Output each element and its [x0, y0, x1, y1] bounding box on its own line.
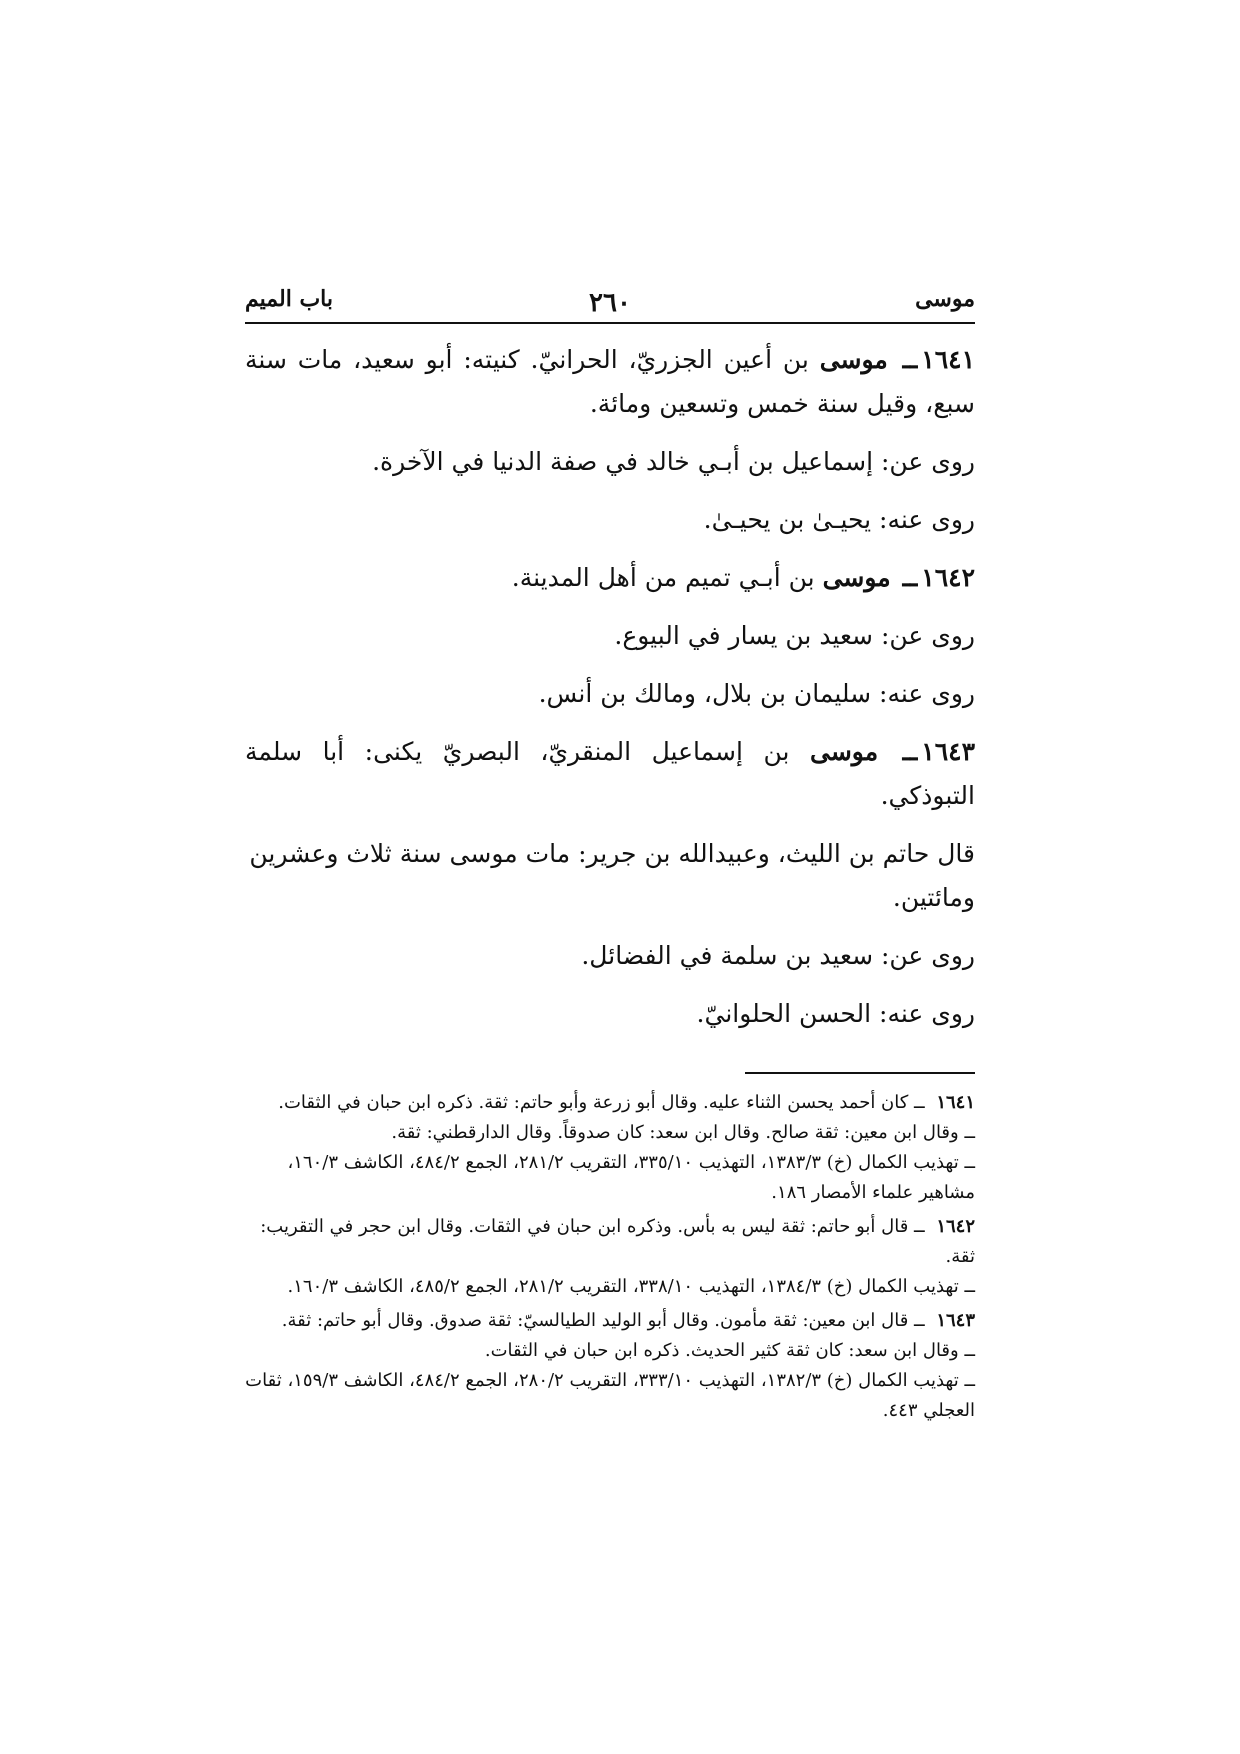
book-page — [245, 280, 975, 1430]
death-note: قال حاتم بن الليث، وعبيدالله بن جرير: مات موسى سنة ثلاث وعشرين ومائتين. — [249, 839, 975, 912]
narrated-by: روى عنه: سليمان بن بلال، ومالك بن أنس. — [538, 679, 975, 708]
running-header — [245, 280, 975, 324]
entry-text: بن أعين الجزريّ، الحرانيّ. كنيته: أبو سعيد، مات سنة سبع، وقيل سنة خمس وتسعين ومائة. — [245, 345, 975, 418]
footnote-line: ــ تهذيب الكمال (خ) ١٣٨٣/٣، التهذيب ٣٣٥/١٠، التقريب ٢٨١/٢، الجمع ٤٨٤/٢، الكاشف ١٦٠/٣، مشاهير علماء الأمصار ١٨٦. — [287, 1152, 975, 1203]
chapter-title: باب الميم — [245, 286, 334, 312]
entry-1643: ١٦٤٣ــ موسى بن إسماعيل المنقريّ، البصريّ يكنى: أبا سلمة التبوذكي. — [245, 737, 975, 810]
entry-number: ١٦٤٢ — [921, 563, 975, 592]
main-text — [245, 338, 975, 1036]
entry-1642: ١٦٤٢ــ موسى بن أبـي تميم من أهل المدينة. — [511, 563, 975, 592]
footnote-number: ١٦٤٣ — [936, 1310, 975, 1331]
footnote-line: ــ تهذيب الكمال (خ) ١٣٨٤/٣، التهذيب ٣٣٨/١٠، التقريب ٢٨١/٢، الجمع ٤٨٥/٢، الكاشف ١٦٠/٣. — [287, 1276, 975, 1297]
narrated-from: روى عن: سعيد بن يسار في البيوع. — [614, 621, 975, 650]
entry-1641: ١٦٤١ــ موسى بن أعين الجزريّ، الحرانيّ. كنيته: أبو سعيد، مات سنة سبع، وقيل سنة خمس وتسعين ومائة. — [245, 345, 976, 418]
entry-number: ١٦٤١ — [921, 345, 976, 374]
entry-name: موسى — [810, 737, 879, 766]
footnotes — [245, 1072, 975, 1426]
footnote-divider — [745, 1072, 975, 1074]
entry-name: موسى — [819, 345, 888, 374]
entry-name: موسى — [822, 563, 891, 592]
footnote-line: ــ وقال ابن معين: ثقة صالح. وقال ابن سعد: كان صدوقاً. وقال الدارقطني: ثقة. — [391, 1122, 975, 1143]
footnote-number: ١٦٤٢ — [936, 1216, 975, 1237]
narrated-from: روى عن: سعيد بن سلمة في الفضائل. — [581, 941, 975, 970]
narrated-from: روى عن: إسماعيل بن أبـي خالد في صفة الدنيا في الآخرة. — [372, 447, 975, 476]
entry-text: بن أبـي تميم من أهل المدينة. — [511, 563, 815, 592]
footnote-line: قال ابن معين: ثقة مأمون. وقال أبو الوليد الطيالسيّ: ثقة صدوق. وقال أبو حاتم: ثقة. — [281, 1310, 909, 1331]
narrated-by: روى عنه: يحيـىٰ بن يحيـىٰ. — [703, 505, 975, 534]
footnote-1643: ١٦٤٣ ــ قال ابن معين: ثقة مأمون. وقال أبو الوليد الطيالسيّ: ثقة صدوق. وقال أبو حاتم: ثقة. ــ وقال ابن سعد: كان ثقة كثير الحديث. ذكره ابن حبان في الثقات. ــ تهذيب الكمال (خ) ١٣٨٢/٣، التهذيب ٣٣٣/١٠، التقريب ٢٨٠/٢، الجمع ٤٨٤/٢، الكاشف ١٥٩/٣، ثقات العجلي ٤٤٣. — [245, 1306, 975, 1426]
footnote-line: كان أحمد يحسن الثناء عليه. وقال أبو زرعة وأبو حاتم: ثقة. ذكره ابن حبان في الثقات. — [278, 1092, 909, 1113]
footnote-line: قال أبو حاتم: ثقة ليس به بأس. وذكره ابن حبان في الثقات. وقال ابن حجر في التقريب: ثقة. — [260, 1216, 975, 1267]
footnote-line: ــ تهذيب الكمال (خ) ١٣٨٢/٣، التهذيب ٣٣٣/١٠، التقريب ٢٨٠/٢، الجمع ٤٨٤/٢، الكاشف ١٥٩/٣، ثقات العجلي ٤٤٣. — [245, 1370, 975, 1421]
header-word: موسى — [915, 286, 975, 312]
footnote-1641: ١٦٤١ ــ كان أحمد يحسن الثناء عليه. وقال أبو زرعة وأبو حاتم: ثقة. ذكره ابن حبان في الثقات. ــ وقال ابن معين: ثقة صالح. وقال ابن سعد: كان صدوقاً. وقال الدارقطني: ثقة. ــ تهذيب الكمال (خ) ١٣٨٣/٣، التهذيب ٣٣٥/١٠، التقريب ٢٨١/٢، الجمع ٤٨٤/٢، الكاشف ١٦٠/٣، مشاهير علماء الأمصار ١٨٦. — [245, 1088, 975, 1208]
footnote-1642: ١٦٤٢ ــ قال أبو حاتم: ثقة ليس به بأس. وذكره ابن حبان في الثقات. وقال ابن حجر في التقريب: ثقة. ــ تهذيب الكمال (خ) ١٣٨٤/٣، التهذيب ٣٣٨/١٠، التقريب ٢٨١/٢، الجمع ٤٨٥/٢، الكاشف ١٦٠/٣. — [245, 1212, 975, 1302]
page-number: ٢٦٠ — [589, 288, 631, 318]
narrated-by: روى عنه: الحسن الحلوانيّ. — [696, 999, 975, 1028]
entry-text: بن إسماعيل المنقريّ، البصريّ يكنى: أبا سلمة التبوذكي. — [245, 737, 975, 810]
entry-number: ١٦٤٣ — [921, 737, 975, 766]
footnote-line: ــ وقال ابن سعد: كان ثقة كثير الحديث. ذكره ابن حبان في الثقات. — [484, 1340, 975, 1361]
footnote-number: ١٦٤١ — [936, 1092, 975, 1113]
